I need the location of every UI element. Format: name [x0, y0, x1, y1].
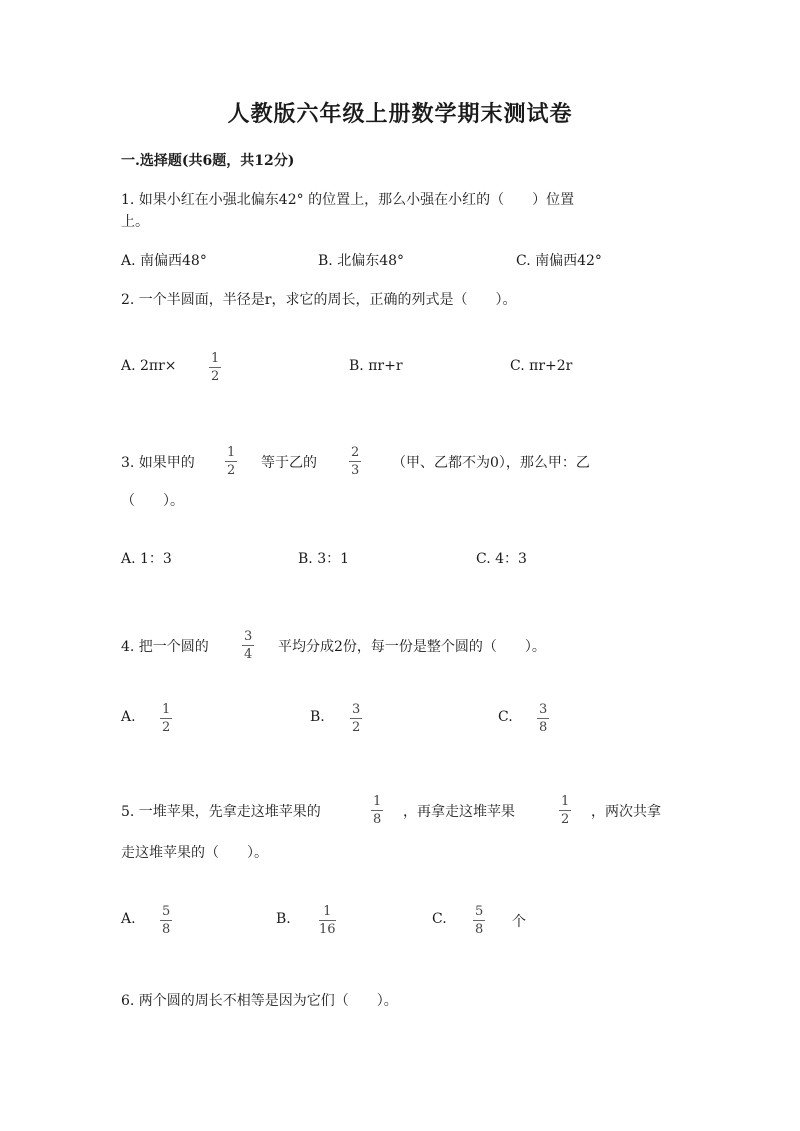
question-3-part-1: 3. 如果甲的 [121, 455, 195, 471]
fraction-denominator: 3 [351, 463, 360, 478]
question-5-option-a: A. [121, 911, 136, 927]
question-3-fraction-1 [225, 446, 237, 477]
question-5-part-1: 5. 一堆苹果，先拿走这堆苹果的 [121, 804, 321, 820]
question-4-part-2: 平均分成2份，每一份是整个圆的（ ）。 [278, 639, 546, 655]
question-5-option-a-fraction [160, 905, 172, 936]
fraction-denominator: 8 [162, 922, 171, 937]
question-5-line-2: 走这堆苹果的（ ）。 [121, 845, 268, 861]
question-5-option-c-suffix: 个 [512, 914, 526, 930]
question-1-option-b: B. 北偏东48° [318, 253, 405, 269]
fraction-denominator: 8 [539, 720, 548, 735]
fraction-denominator: 4 [244, 647, 253, 662]
question-5-option-b-fraction [319, 905, 336, 936]
fraction-denominator: 8 [475, 922, 484, 937]
fraction-denominator: 2 [227, 463, 236, 478]
fraction-numerator: 1 [373, 794, 382, 809]
fraction-denominator: 2 [162, 720, 171, 735]
question-5-fraction-2 [559, 795, 571, 826]
question-2-option-c: C. πr+2r [510, 358, 573, 374]
fraction-numerator: 3 [539, 702, 548, 717]
question-5-part-2: ，再拿走这堆苹果 [403, 804, 515, 820]
question-4-option-a: A. [121, 709, 136, 725]
fraction-numerator: 1 [211, 351, 220, 366]
question-3-option-b: B. 3：1 [298, 551, 350, 567]
question-4-part-1: 4. 把一个圆的 [121, 639, 209, 655]
fraction-denominator: 2 [561, 812, 570, 827]
fraction-numerator: 1 [561, 794, 570, 809]
question-4-fraction-1 [242, 630, 254, 661]
question-4-option-b: B. [310, 709, 325, 725]
question-3-option-a: A. 1：3 [121, 551, 172, 567]
question-4-option-c-fraction [537, 703, 549, 734]
question-3-option-c: C. 4：3 [476, 551, 527, 567]
fraction-numerator: 1 [323, 904, 332, 919]
question-3-fraction-2 [349, 446, 361, 477]
fraction-numerator: 3 [352, 702, 361, 717]
question-5-fraction-1 [371, 795, 383, 826]
question-1-option-a: A. 南偏西48° [121, 253, 207, 269]
question-5-option-c: C. [432, 911, 447, 927]
question-1-option-c: C. 南偏西42° [516, 253, 602, 269]
question-2-option-a: A. 2πr× [121, 358, 177, 374]
question-6-stem: 6. 两个圆的周长不相等是因为它们（ ）。 [121, 993, 398, 1009]
question-1-line-1: 1. 如果小红在小强北偏东42° 的位置上，那么小强在小红的（ ）位置 [121, 192, 575, 208]
question-4-option-b-fraction [350, 703, 362, 734]
fraction-numerator: 1 [162, 702, 171, 717]
fraction-numerator: 5 [162, 904, 171, 919]
fraction-numerator: 3 [244, 629, 253, 644]
fraction-numerator: 5 [475, 904, 484, 919]
question-3-part-2: 等于乙的 [261, 455, 317, 471]
question-2-option-b: B. πr+r [349, 358, 403, 374]
fraction-numerator: 2 [351, 445, 360, 460]
fraction-denominator: 8 [373, 812, 382, 827]
question-5-option-b: B. [276, 911, 291, 927]
question-4-option-c: C. [498, 709, 513, 725]
page-title: 人教版六年级上册数学期末测试卷 [227, 101, 573, 127]
fraction-denominator: 16 [319, 922, 336, 937]
question-4-option-a-fraction [160, 703, 172, 734]
question-5-option-c-fraction [473, 905, 485, 936]
fraction-numerator: 1 [227, 445, 236, 460]
fraction-denominator: 2 [352, 720, 361, 735]
question-3-line-2: （ ）。 [121, 493, 184, 509]
question-1-line-2: 上。 [121, 214, 149, 230]
question-2-stem: 2. 一个半圆面，半径是r，求它的周长，正确的列式是（ ）。 [121, 292, 517, 308]
question-2-option-a-fraction [209, 352, 221, 383]
section-heading: 一.选择题(共6题，共12分) [121, 153, 295, 169]
question-3-part-3: （甲、乙都不为0），那么甲：乙 [392, 455, 590, 471]
question-5-part-3: ，两次共拿 [591, 804, 661, 820]
fraction-denominator: 2 [211, 369, 220, 384]
